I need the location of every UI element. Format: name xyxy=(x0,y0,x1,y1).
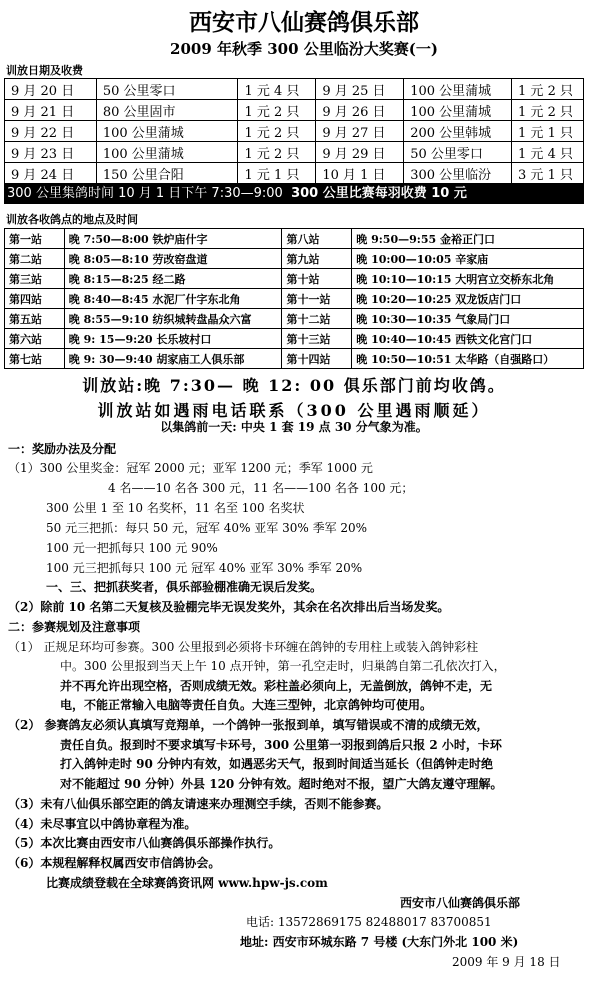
table-cell: 晚 10:20—10:25 双龙饭店门口 xyxy=(352,289,584,309)
table-cell: 晚 8:55—9:10 纺织城转盘晶众六富 xyxy=(64,309,282,329)
table-cell: 第一站 xyxy=(5,229,65,249)
table-cell: 9 月 20 日 xyxy=(5,79,97,100)
table-cell: 9 月 27 日 xyxy=(316,121,404,142)
notice-line-1: 训放站:晚 7:30— 晚 12: 00 俱乐部门前均收鸽。 xyxy=(82,376,506,395)
table-cell: 10 月 1 日 xyxy=(316,163,404,184)
table-cell: 3 元 1 只 xyxy=(512,163,584,184)
table-cell: 9 月 21 日 xyxy=(5,100,97,121)
table-cell: 1 元 2 只 xyxy=(512,100,584,121)
table-cell: 9 月 22 日 xyxy=(5,121,97,142)
table-cell: 晚 9: 15—9:20 长乐坡村口 xyxy=(64,329,282,349)
table-cell: 1 元 2 只 xyxy=(238,121,316,142)
stations-table xyxy=(4,228,584,369)
table-cell: 第十站 xyxy=(282,269,352,289)
table-cell: 9 月 29 日 xyxy=(316,142,404,163)
table-cell: 第九站 xyxy=(282,249,352,269)
table-cell: 第三站 xyxy=(5,269,65,289)
table-cell: 100 公里蒲城 xyxy=(96,142,238,163)
table-cell: 80 公里固市 xyxy=(96,100,238,121)
rule-text: 并不再允许出现空格，否则成绩无效。彩柱盖必须向上，无盖倒放，鸽钟不走，无 xyxy=(60,679,493,693)
table-cell: 100 公里蒲城 xyxy=(96,121,238,142)
rule-text: （4）未尽事宜以中鸽协章程为准。 xyxy=(8,817,197,831)
schedule-table xyxy=(4,78,584,184)
table-cell: 9 月 24 日 xyxy=(5,163,97,184)
table-cell: 50 公里零口 xyxy=(404,142,512,163)
schedule-row xyxy=(5,142,584,163)
rule-text: （6）本规程解释权属西安市信鸽协会。 xyxy=(8,856,221,870)
table-cell: 1 元 4 只 xyxy=(512,142,584,163)
station-row xyxy=(5,349,584,369)
table-cell: 150 公里合阳 xyxy=(96,163,238,184)
footer-phone: 电话: 13572869175 82488017 83700851 xyxy=(246,915,492,929)
rule-text: （1） 正规足环均可参赛。300 公里报到必须将卡环缠在鸽钟的专用柱上或装入鸽钟彩柱 xyxy=(8,640,479,654)
table-cell: 晚 8:40—8:45 水泥厂什字东北角 xyxy=(64,289,282,309)
table-cell: 9 月 23 日 xyxy=(5,142,97,163)
table-cell: 晚 9: 30—9:40 胡家庙工人俱乐部 xyxy=(64,349,282,369)
table-cell: 晚 10:40—10:45 西铁文化宫门口 xyxy=(352,329,584,349)
rule-text: （2） 参赛鸽友必须认真填写竞翔单，一个鸽钟一张报到单，填写错误或不清的成绩无效， xyxy=(8,718,489,732)
collection-time: 300 公里集鸽时间 10 月 1 日下午 7:30—9:00 xyxy=(7,186,283,201)
section-rewards-heading: 一：奖励办法及分配 xyxy=(8,442,117,456)
table-cell: 第十四站 xyxy=(282,349,352,369)
section-rules-heading: 二：参赛规划及注意事项 xyxy=(8,620,141,634)
table-cell: 1 元 2 只 xyxy=(238,142,316,163)
schedule-row xyxy=(5,163,584,184)
table-cell: 1 元 1 只 xyxy=(512,121,584,142)
rule-text: （1）300 公里奖金：冠军 2000 元；亚军 1200 元；季军 1000 元 xyxy=(8,461,373,475)
rule-text: （5）本次比赛由西安市八仙赛鸽俱乐部操作执行。 xyxy=(8,836,281,850)
station-row xyxy=(5,229,584,249)
rule-text: 50 元三把抓：每只 50 元，冠军 40% 亚军 30% 季军 20% xyxy=(46,521,368,535)
table-cell: 1 元 2 只 xyxy=(512,79,584,100)
table-cell: 晚 7:50—8:00 铁炉庙什字 xyxy=(64,229,282,249)
table-cell: 第七站 xyxy=(5,349,65,369)
document-title: 西安市八仙赛鸽俱乐部 xyxy=(189,9,419,36)
table-cell: 晚 10:30—10:35 气象局门口 xyxy=(352,309,584,329)
station-row xyxy=(5,329,584,349)
table-cell: 晚 8:05—8:10 劳改窑盘道 xyxy=(64,249,282,269)
table-cell: 第四站 xyxy=(5,289,65,309)
table-cell: 晚 10:50—10:51 太华路（自强路口） xyxy=(352,349,584,369)
table-cell: 晚 10:10—10:15 大明宫立交桥东北角 xyxy=(352,269,584,289)
collection-banner xyxy=(4,184,584,204)
document-subtitle: 2009 年秋季 300 公里临汾大奖赛(一) xyxy=(170,40,438,58)
race-fee: 300 公里比赛每羽收费 10 元 xyxy=(291,186,467,201)
footer-organization: 西安市八仙赛鸽俱乐部 xyxy=(400,896,521,910)
rule-text: （3）未有八仙俱乐部空距的鸽友请速来办理测空手续，否则不能参赛。 xyxy=(8,797,389,811)
table-cell: 1 元 1 只 xyxy=(238,163,316,184)
table-cell: 晚 8:15—8:25 经二路 xyxy=(64,269,282,289)
table-cell: 晚 9:50—9:55 金裕正门口 xyxy=(352,229,584,249)
rule-text: 4 名——10 名各 300 元，11 名——100 名各 100 元； xyxy=(108,481,414,495)
rule-text: 中。300 公里报到当天上午 10 点开钟，第一孔空走时，归巢鸽自第二孔依次打入， xyxy=(60,659,506,673)
notice-line-3: 以集鸽前一天: 中央 1 套 19 点 30 分气象为准。 xyxy=(160,420,428,434)
stations-label: 训放各收鸽点的地点及时间 xyxy=(6,213,138,226)
footer-date: 2009 年 9 月 18 日 xyxy=(452,955,561,969)
website-line: 比赛成绩登载在全球赛鸽资讯网 www.hpw-js.com xyxy=(46,876,328,890)
rule-text: 100 元三把抓每只 100 元 冠军 40% 亚军 30% 季军 20% xyxy=(46,561,363,575)
table-cell: 第二站 xyxy=(5,249,65,269)
schedule-row xyxy=(5,121,584,142)
notice-line-2: 训放站如遇雨电话联系（300 公里遇雨顺延） xyxy=(97,401,491,420)
table-cell: 第六站 xyxy=(5,329,65,349)
rule-text: （2）除前 10 名第二天复核及验棚完毕无误发奖外，其余在名次排出后当场发奖。 xyxy=(8,600,450,614)
rule-text: 打入鸽钟走时 90 分钟内有效，如遇恶劣天气，报到时间适当延长（但鸽钟走时绝 xyxy=(60,757,494,771)
schedule-row xyxy=(5,79,584,100)
rule-text: 300 公里 1 至 10 名奖杯，11 名至 100 名奖状 xyxy=(46,501,305,515)
table-cell: 第八站 xyxy=(282,229,352,249)
rule-text: 责任自负。报到时不要求填写卡环号，300 公里第一羽报到鸽后只报 2 小时，卡环 xyxy=(60,738,502,752)
table-cell: 1 元 4 只 xyxy=(238,79,316,100)
footer-address: 地址: 西安市环城东路 7 号楼 (大东门外北 100 米) xyxy=(240,935,519,949)
table-cell: 200 公里韩城 xyxy=(404,121,512,142)
rule-text: 对不能超过 90 分钟）外县 120 分钟有效。超时绝对不报，望广大鸽友遵守理解。 xyxy=(60,777,503,791)
table-cell: 9 月 26 日 xyxy=(316,100,404,121)
table-cell: 300 公里临汾 xyxy=(404,163,512,184)
rule-text: 一、三、把抓获奖者，俱乐部验棚准确无误后发奖。 xyxy=(46,580,323,594)
schedule-label: 训放日期及收费 xyxy=(6,64,83,77)
rule-text: 电，不能正常输入电脑等责任自负。大连三型钟，北京鸽钟均可使用。 xyxy=(60,698,433,712)
table-cell: 9 月 25 日 xyxy=(316,79,404,100)
table-cell: 第十一站 xyxy=(282,289,352,309)
station-row xyxy=(5,289,584,309)
rule-text: 100 元一把抓每只 100 元 90% xyxy=(46,541,218,555)
table-cell: 第五站 xyxy=(5,309,65,329)
station-row xyxy=(5,249,584,269)
table-cell: 50 公里零口 xyxy=(96,79,238,100)
table-cell: 第十二站 xyxy=(282,309,352,329)
table-cell: 第十三站 xyxy=(282,329,352,349)
table-cell: 晚 10:00—10:05 辛家庙 xyxy=(352,249,584,269)
station-row xyxy=(5,309,584,329)
table-cell: 100 公里蒲城 xyxy=(404,79,512,100)
schedule-row xyxy=(5,100,584,121)
table-cell: 1 元 2 只 xyxy=(238,100,316,121)
table-cell: 100 公里蒲城 xyxy=(404,100,512,121)
station-row xyxy=(5,269,584,289)
